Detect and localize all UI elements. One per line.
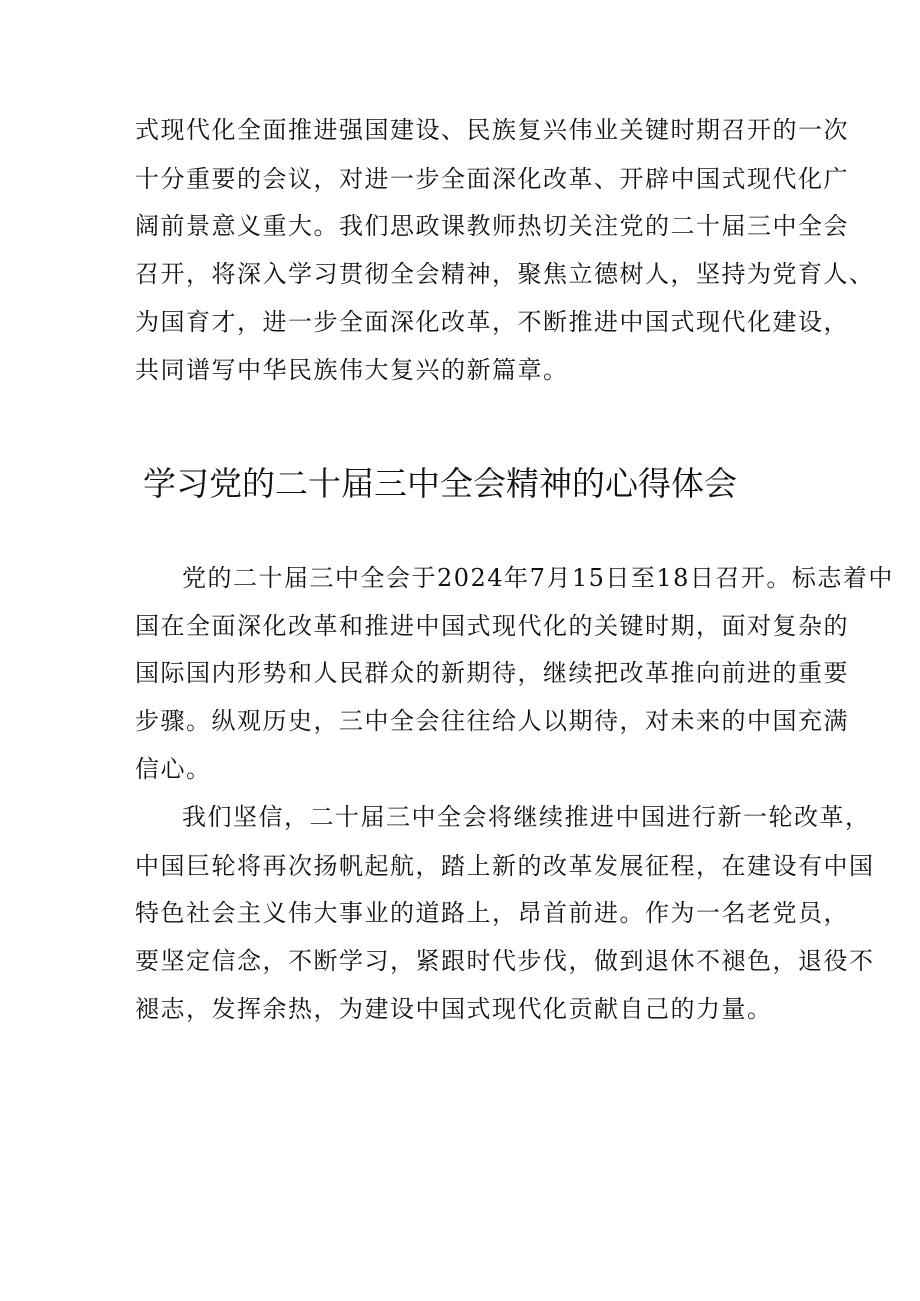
paragraph-line: 步骤。纵观历史，三中全会往往给人以期待，对未来的中国充满 — [135, 707, 849, 735]
paragraph-line: 信心。 — [135, 755, 212, 783]
paragraph-line: 中国巨轮将再次扬帆起航，踏上新的改革发展征程，在建设有中国 — [135, 852, 875, 880]
paragraph-line: 我们坚信，二十届三中全会将继续推进中国进行新一轮改革， — [182, 803, 871, 831]
paragraph-line: 要坚定信念，不断学习，紧跟时代步伐，做到退休不褪色，退役不 — [135, 947, 875, 975]
paragraph-line: 国在全面深化改革和推进中国式现代化的关键时期，面对复杂的 — [135, 612, 849, 640]
paragraph-line: 党的二十届三中全会于2024年7月15日至18日召开。标志着中 — [182, 564, 894, 592]
intro-line: 十分重要的会议，对进一步全面深化改革、开辟中国式现代化广 — [135, 165, 849, 193]
section-title: 学习党的二十届三中全会精神的心得体会 — [143, 464, 737, 503]
paragraph-line: 特色社会主义伟大事业的道路上，昂首前进。作为一名老党员， — [135, 899, 849, 927]
intro-line: 为国育才，进一步全面深化改革，不断推进中国式现代化建设， — [135, 308, 849, 336]
intro-line: 式现代化全面推进强国建设、民族复兴伟业关键时期召开的一次 — [135, 116, 849, 144]
intro-line: 共同谱写中华民族伟大复兴的新篇章。 — [135, 356, 569, 384]
intro-line: 阔前景意义重大。我们思政课教师热切关注党的二十届三中全会 — [135, 212, 849, 240]
paragraph-line: 褪志，发挥余热，为建设中国式现代化贡献自己的力量。 — [135, 995, 773, 1023]
intro-line: 召开，将深入学习贯彻全会精神，聚焦立德树人，坚持为党育人、 — [135, 260, 875, 288]
paragraph-line: 国际国内形势和人民群众的新期待，继续把改革推向前进的重要 — [135, 659, 849, 687]
